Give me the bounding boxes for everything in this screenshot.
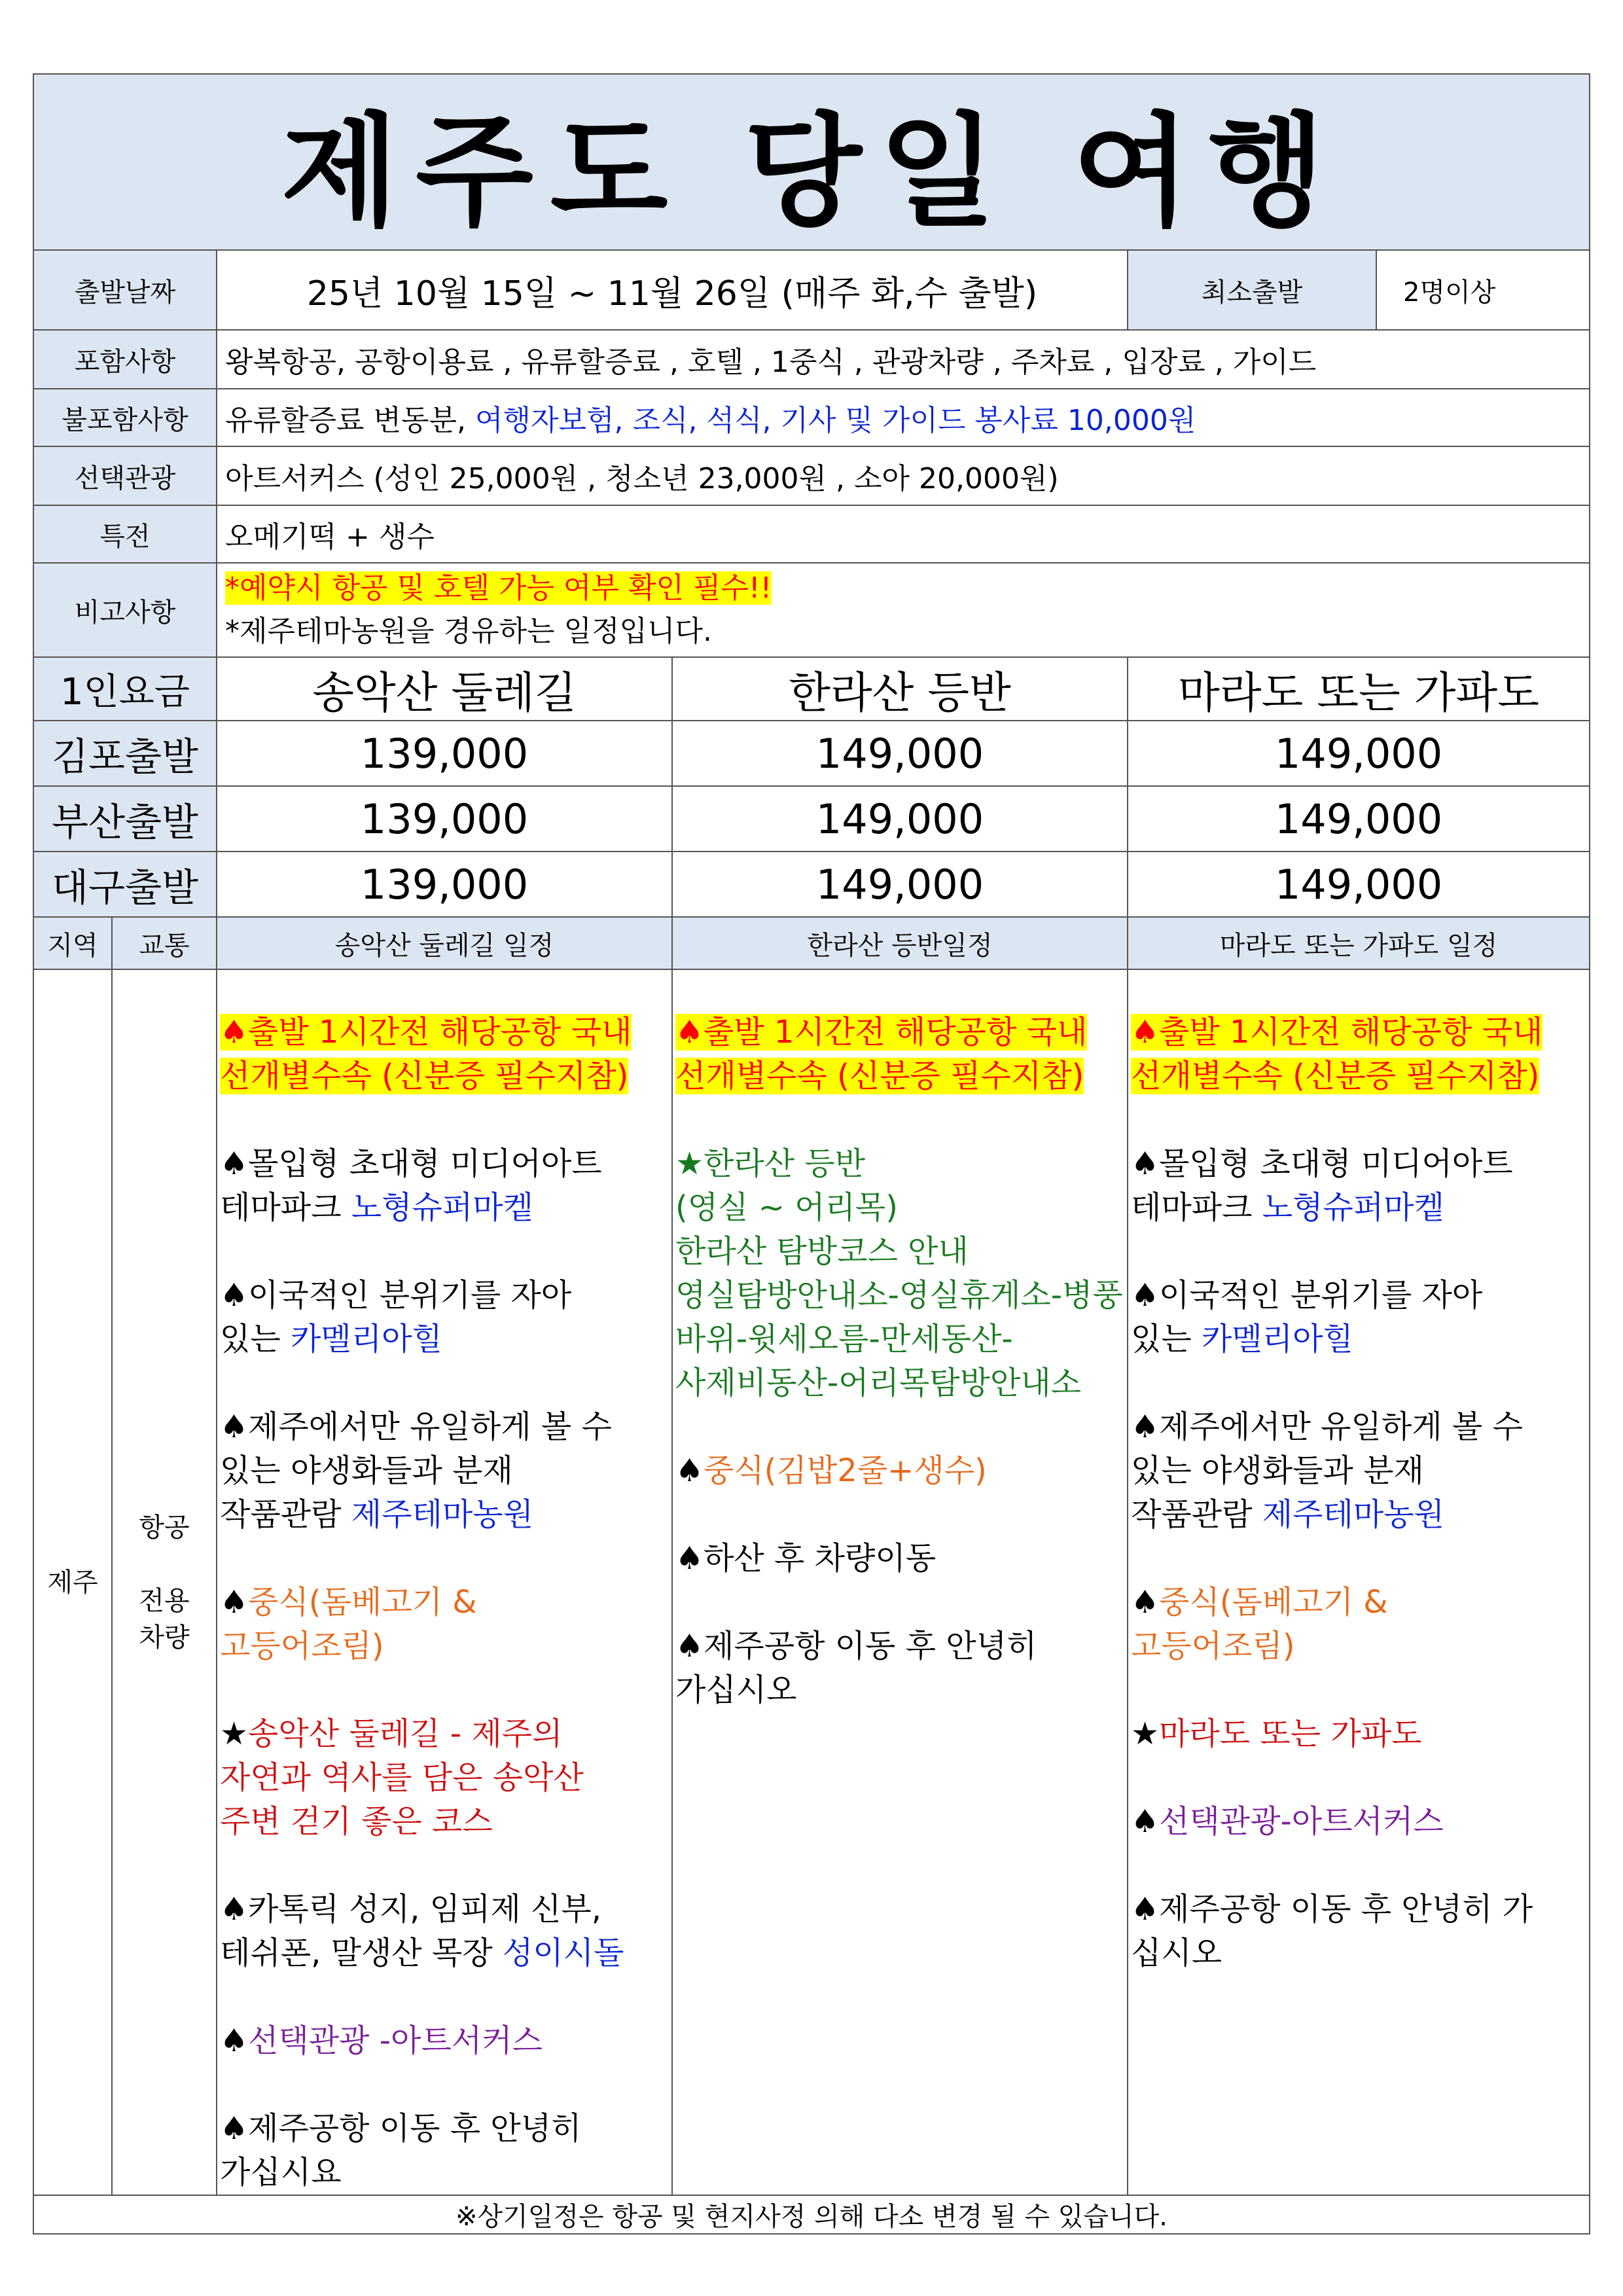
itinerary-line: 있는 야생화들과 분재 xyxy=(220,1452,513,1489)
min-departure-label: 최소출발 xyxy=(1128,250,1376,330)
region-cell: 제주 xyxy=(33,969,112,2195)
itinerary-line: 십시오 xyxy=(1131,1935,1222,1971)
itinerary-line: 고등어조림) xyxy=(1131,1628,1295,1664)
excluded-label: 불포함사항 xyxy=(33,389,217,446)
itinerary-line: 작품관람 제주테마농원 xyxy=(220,1496,533,1533)
price-cell: 149,000 xyxy=(1128,852,1590,917)
perk-value: 오메기떡 + 생수 xyxy=(217,505,1590,563)
itinerary-line: ♠출발 1시간전 해당공항 국내 xyxy=(220,1014,632,1050)
excluded-value-a: 유류할증료 변동분, xyxy=(225,404,475,437)
itinerary-line: ♠선택관광-아트서커스 xyxy=(1131,1803,1444,1840)
included-value: 왕복항공, 공항이용료 , 유류할증료 , 호텔 , 1중식 , 관광차량 , 주차료 , 입장료 , 가이드 xyxy=(217,330,1590,389)
itinerary-line: 선개별수속 (신분증 필수지참) xyxy=(220,1058,629,1094)
itinerary-line: 주변 걷기 좋은 코스 xyxy=(220,1803,493,1840)
schedule-header-songaksan: 송악산 둘레길 일정 xyxy=(217,917,672,969)
itinerary-line: 고등어조림) xyxy=(220,1628,384,1664)
remarks-warning: *예약시 항공 및 호텔 가능 여부 확인 필수!! xyxy=(225,571,772,605)
itinerary-line: ♠중식(돔베고기 & xyxy=(220,1584,477,1621)
price-row-label: 김포출발 xyxy=(33,721,217,786)
remarks-label: 비고사항 xyxy=(33,563,217,657)
price-cell: 149,000 xyxy=(672,852,1128,917)
itinerary-line: 자연과 역사를 담은 송악산 xyxy=(220,1759,584,1796)
itinerary-line: 테마파크 노형슈퍼마켙 xyxy=(220,1189,533,1226)
schedule-header-marado: 마라도 또는 가파도 일정 xyxy=(1128,917,1590,969)
itinerary-line: ♠중식(돔베고기 & xyxy=(1131,1584,1388,1621)
excluded-value-b: 여행자보험, 조식, 석식, 기사 및 가이드 봉사료 10,000원 xyxy=(475,404,1196,437)
itinerary-line: ♠제주공항 이동 후 안녕히 xyxy=(220,2110,582,2147)
pricing-header: 1인요금 xyxy=(33,657,217,721)
itinerary-line: 바위-윗세오름-만세동산- xyxy=(675,1321,1013,1357)
itinerary-line: 선개별수속 (신분증 필수지참) xyxy=(1131,1058,1540,1094)
itinerary-line: 사제비동산-어리목탐방안내소 xyxy=(675,1365,1082,1401)
itinerary-line: ♠제주에서만 유일하게 볼 수 xyxy=(1131,1408,1523,1445)
remarks-value xyxy=(217,563,1590,657)
itinerary-line: ♠출발 1시간전 해당공항 국내 xyxy=(675,1014,1088,1050)
perk-label: 특전 xyxy=(33,505,217,563)
itinerary-line: ♠중식(김밥2줄+생수) xyxy=(675,1452,987,1489)
price-cell: 149,000 xyxy=(672,721,1128,786)
departure-value: 25년 10월 15일 ~ 11월 26일 (매주 화,수 출발) xyxy=(217,250,1128,330)
schedule-hallasan xyxy=(672,969,1128,2195)
transport-vehicle-2: 차량 xyxy=(139,1622,190,1653)
itinerary-line: 작품관람 제주테마농원 xyxy=(1131,1496,1444,1533)
itinerary-line: 있는 카멜리아힐 xyxy=(1131,1321,1353,1357)
itinerary-line: 테쉬폰, 말생산 목장 성이시돌 xyxy=(220,1935,624,1971)
schedule-songaksan xyxy=(217,969,672,2195)
itinerary-line: 있는 카멜리아힐 xyxy=(220,1321,442,1357)
itinerary-line: ♠이국적인 분위기를 자아 xyxy=(220,1277,572,1314)
itinerary-line: ♠카톡릭 성지, 임피제 신부, xyxy=(220,1891,602,1928)
transport-vehicle-1: 전용 xyxy=(139,1585,190,1616)
itinerary-line: ♠몰입형 초대형 미디어아트 xyxy=(1131,1145,1513,1182)
itinerary-line: ★한라산 등반 xyxy=(675,1145,866,1182)
itinerary-line: 있는 야생화들과 분재 xyxy=(1131,1452,1424,1489)
page-title: 제주도 당일 여행 xyxy=(33,74,1590,250)
itinerary-line: 영실탐방안내소-영실휴게소-병풍 xyxy=(675,1277,1123,1314)
price-cell: 149,000 xyxy=(672,786,1128,852)
itinerary-line: ★마라도 또는 가파도 xyxy=(1131,1715,1422,1752)
schedule-marado xyxy=(1128,969,1590,2195)
itinerary-line: ♠제주에서만 유일하게 볼 수 xyxy=(220,1408,612,1445)
price-cell: 139,000 xyxy=(217,721,672,786)
price-row-label: 대구출발 xyxy=(33,852,217,917)
remarks-note: *제주테마농원을 경유하는 일정입니다. xyxy=(225,615,713,648)
departure-label: 출발날짜 xyxy=(33,250,217,330)
itinerary-line: ♠제주공항 이동 후 안녕히 xyxy=(675,1628,1037,1664)
itinerary-line: ♠선택관광 -아트서커스 xyxy=(220,2022,543,2059)
pricing-col-marado: 마라도 또는 가파도 xyxy=(1128,657,1590,721)
itinerary-table xyxy=(33,73,1590,2234)
footer-note: ※상기일정은 항공 및 현지사정 의해 다소 변경 될 수 있습니다. xyxy=(33,2195,1590,2234)
itinerary-line: 선개별수속 (신분증 필수지참) xyxy=(675,1058,1084,1094)
itinerary-line: ♠출발 1시간전 해당공항 국내 xyxy=(1131,1014,1543,1050)
transport-header: 교통 xyxy=(112,917,217,969)
itinerary-line: ♠하산 후 차량이동 xyxy=(675,1540,936,1577)
optional-tour-value: 아트서커스 (성인 25,000원 , 청소년 23,000원 , 소아 20,000원) xyxy=(217,446,1590,505)
itinerary-line: ♠몰입형 초대형 미디어아트 xyxy=(220,1145,602,1182)
pricing-col-hallasan: 한라산 등반 xyxy=(672,657,1128,721)
itinerary-line: 한라산 탐방코스 안내 xyxy=(675,1233,969,1270)
price-cell: 139,000 xyxy=(217,852,672,917)
region-header: 지역 xyxy=(33,917,112,969)
itinerary-line: 가십시요 xyxy=(220,2154,342,2191)
included-label: 포함사항 xyxy=(33,330,217,389)
itinerary-document xyxy=(33,73,1589,2234)
transport-air: 항공 xyxy=(139,1512,190,1543)
price-cell: 149,000 xyxy=(1128,721,1590,786)
min-departure-value: 2명이상 xyxy=(1376,250,1590,330)
itinerary-line: 가십시오 xyxy=(675,1672,797,1708)
excluded-value xyxy=(217,389,1590,446)
price-row-label: 부산출발 xyxy=(33,786,217,852)
itinerary-line: ♠제주공항 이동 후 안녕히 가 xyxy=(1131,1891,1533,1928)
pricing-col-songaksan: 송악산 둘레길 xyxy=(217,657,672,721)
schedule-header-hallasan: 한라산 등반일정 xyxy=(672,917,1128,969)
transport-cell xyxy=(112,969,217,2195)
price-cell: 139,000 xyxy=(217,786,672,852)
itinerary-line: (영실 ~ 어리목) xyxy=(675,1189,899,1226)
optional-tour-label: 선택관광 xyxy=(33,446,217,505)
price-cell: 149,000 xyxy=(1128,786,1590,852)
itinerary-line: ★송악산 둘레길 - 제주의 xyxy=(220,1715,563,1752)
itinerary-line: 테마파크 노형슈퍼마켙 xyxy=(1131,1189,1444,1226)
itinerary-line: ♠이국적인 분위기를 자아 xyxy=(1131,1277,1483,1314)
